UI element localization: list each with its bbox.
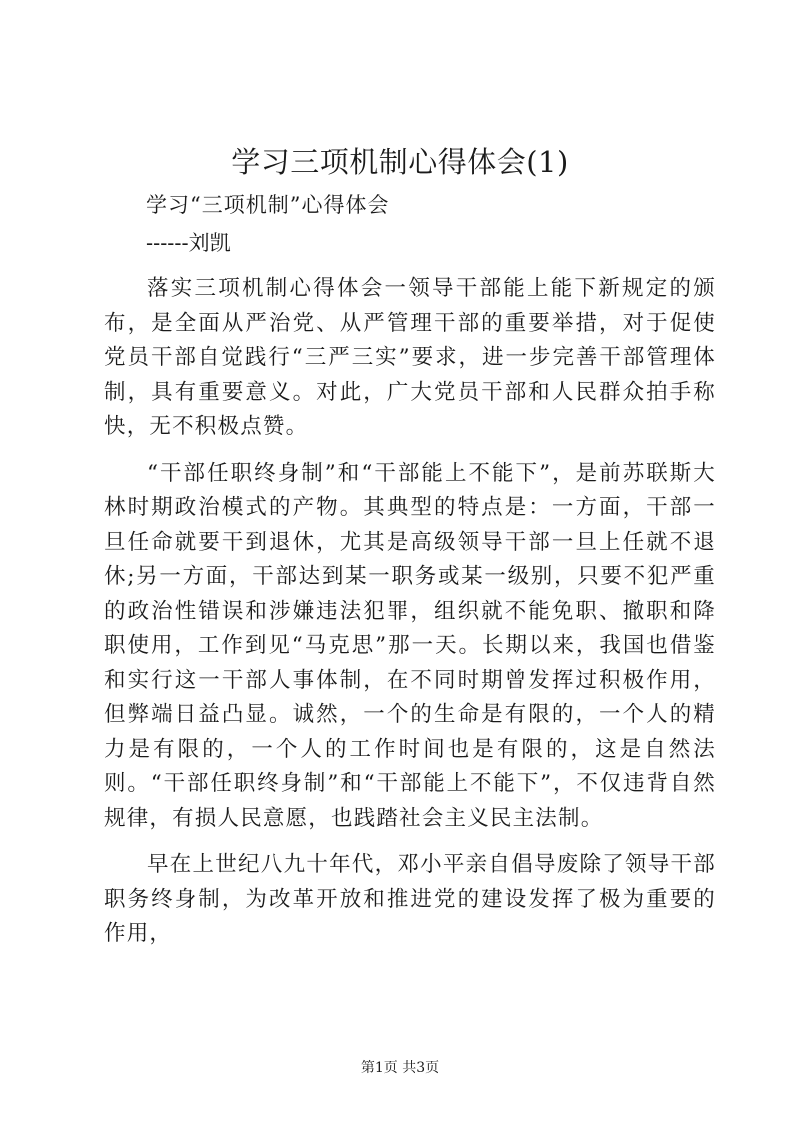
document-subtitle: 学习“三项机制”心得体会 (146, 193, 390, 217)
paragraph-1: 落实三项机制心得体会一领导干部能上能下新规定的颁布，是全面从严治党、从严管理干部的重要举措，对于促使党员干部自觉践行“三严三实”要求，进一步完善干部管理体制，具有重要意义。对此，广大党员干部和人民群众拍手称快，无不积极点赞。 (104, 276, 716, 439)
paragraph-2: “干部任职终身制”和“干部能上不能下”，是前苏联斯大林时期政治模式的产物。其典型的特点是：一方面，干部一旦任命就要干到退休，尤其是高级领导干部一旦上任就不退休;另一方面，干部达到某一职务或某一级别，只要不犯严重的政治性错误和涉嫌违法犯罪，组织就不能免职、撤职和降职使用，工作到见“马克思”那一天。长期以来，我国也借鉴和实行这一干部人事体制，在不同时期曾发挥过积极作用，但弊端日益凸显。诚然，一个的生命是有限的，一个人的精力是有限的，一个人的工作时间也是有限的，这是自然法则。“干部任职终身制”和“干部能上不能下”，不仅违背自然规律，有损人民意愿，也践踏社会主义民主法制。 (104, 460, 716, 831)
paragraph-3: 早在上世纪八九十年代，邓小平亲自倡导废除了领导干部职务终身制，为改革开放和推进党的建设发挥了极为重要的作用， (104, 852, 716, 946)
document-body (104, 272, 716, 964)
document-title: 学习三项机制心得体会(1) (231, 145, 569, 179)
page-number-footer: 第1页 共3页 (360, 1060, 440, 1076)
document-author: ------刘凯 (146, 231, 231, 255)
